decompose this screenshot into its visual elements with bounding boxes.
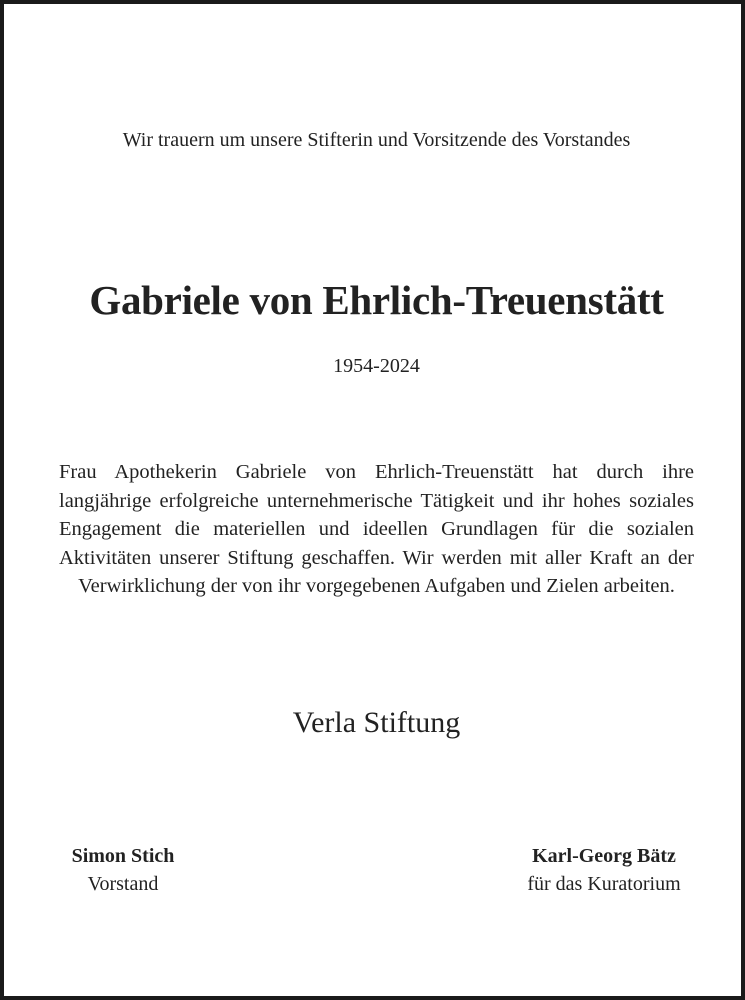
signatory-left	[54, 842, 192, 898]
life-years: 1954-2024	[333, 355, 420, 377]
notice-header: Wir trauern um unsere Stifterin und Vorsitzende des Vorstandes	[122, 129, 631, 151]
signatory-right	[499, 842, 709, 898]
signatory-role: Vorstand	[87, 873, 159, 895]
signatory-name: Karl-Georg Bätz	[532, 845, 676, 867]
deceased-name: Gabriele von Ehrlich-Treuenstätt	[89, 277, 664, 323]
signatory-role: für das Kuratorium	[527, 873, 681, 895]
tribute-text: Frau Apothekerin Gabriele von Ehrlich-Treuenstätt hat durch ihre langjährige erfolgreiche unternehmerische Tätigkeit und ihr hohes soziales Engagement die materiellen und ideellen Grundlagen für die sozialen Aktivitäten unserer Stiftung geschaffen. Wir werden mit aller Kraft an der Verwirklichung der von ihr vorgegebenen Aufgaben und Zielen arbeiten.	[59, 461, 694, 597]
signatory-name: Simon Stich	[71, 845, 175, 867]
foundation-name: Verla Stiftung	[292, 706, 461, 739]
